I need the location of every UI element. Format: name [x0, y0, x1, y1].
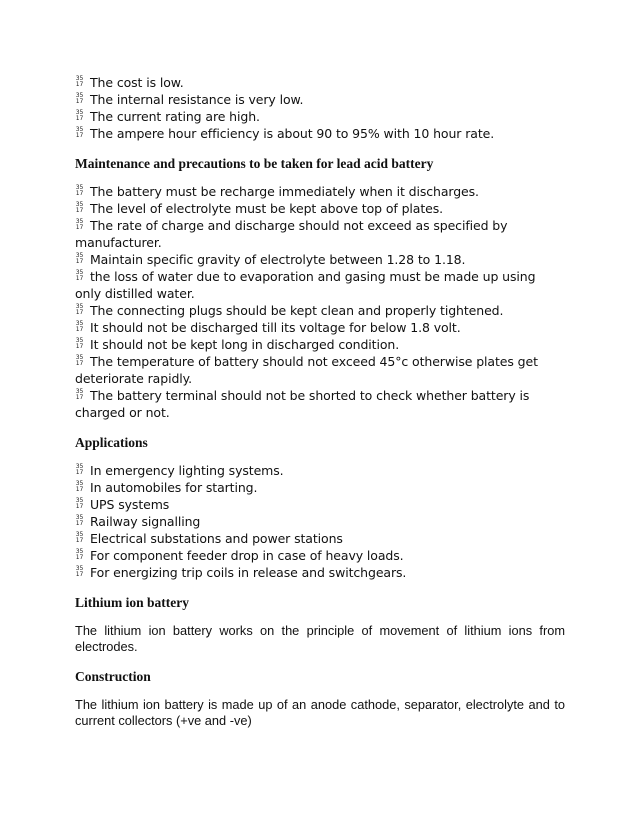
bullet-icon: 35 17 — [75, 126, 84, 139]
list-item-text: The level of electrolyte must be kept above top of plates. — [90, 201, 444, 216]
bullet-icon: 35 17 — [75, 337, 84, 350]
bullet-icon: 35 17 — [75, 269, 84, 282]
maintenance-heading: Maintenance and precautions to be taken for lead acid battery — [75, 156, 434, 171]
bullet-icon: 35 17 — [75, 463, 84, 476]
list-item — [75, 513, 565, 530]
list-item-text: Railway signalling — [90, 514, 201, 529]
bullet-icon: 35 17 — [75, 354, 84, 367]
list-item — [75, 217, 565, 251]
list-item-text: In emergency lighting systems. — [90, 463, 284, 478]
list-item-text: The battery terminal should not be shorted to check whether battery is charged or not. — [75, 388, 530, 420]
list-item-text: It should not be discharged till its voltage for below 1.8 volt. — [90, 320, 461, 335]
bullet-icon: 35 17 — [75, 201, 84, 214]
construction-heading: Construction — [75, 669, 151, 684]
bullet-icon: 35 17 — [75, 320, 84, 333]
bullet-icon: 35 17 — [75, 497, 84, 510]
list-item-text: The internal resistance is very low. — [90, 92, 304, 107]
list-item-text: For component feeder drop in case of heavy loads. — [90, 548, 404, 563]
list-item-text: UPS systems — [90, 497, 170, 512]
list-item-text: The cost is low. — [90, 75, 184, 90]
bullet-icon: 35 17 — [75, 565, 84, 578]
list-item — [75, 564, 565, 581]
list-item — [75, 530, 565, 547]
list-item — [75, 336, 565, 353]
bullet-icon: 35 17 — [75, 514, 84, 527]
list-item-text: The rate of charge and discharge should not exceed as specified by manufacturer. — [75, 218, 508, 250]
list-item — [75, 319, 565, 336]
bullet-icon: 35 17 — [75, 548, 84, 561]
list-item-text: In automobiles for starting. — [90, 480, 258, 495]
bullet-icon: 35 17 — [75, 252, 84, 265]
list-item — [75, 496, 565, 513]
list-item — [75, 353, 565, 387]
page-content — [75, 74, 565, 729]
bullet-icon: 35 17 — [75, 480, 84, 493]
list-item — [75, 251, 565, 268]
list-item — [75, 125, 565, 142]
list-item-text: The connecting plugs should be kept clean and properly tightened. — [90, 303, 504, 318]
bullet-icon: 35 17 — [75, 388, 84, 401]
list-item-text: Maintain specific gravity of electrolyte between 1.28 to 1.18. — [90, 252, 466, 267]
list-item — [75, 387, 565, 421]
list-item — [75, 91, 565, 108]
maintenance-list — [75, 183, 565, 421]
bullet-icon: 35 17 — [75, 109, 84, 122]
list-item-text: The current rating are high. — [90, 109, 260, 124]
bullet-icon: 35 17 — [75, 92, 84, 105]
list-item-text: Electrical substations and power stations — [90, 531, 343, 546]
lithium-heading: Lithium ion battery — [75, 595, 190, 610]
list-item — [75, 302, 565, 319]
list-item-text: The ampere hour efficiency is about 90 to 95% with 10 hour rate. — [90, 126, 495, 141]
list-item-text: For energizing trip coils in release and switchgears. — [90, 565, 407, 580]
list-item-text: The battery must be recharge immediately when it discharges. — [90, 184, 479, 199]
list-item — [75, 268, 565, 302]
applications-list — [75, 462, 565, 581]
applications-heading: Applications — [75, 435, 148, 450]
list-item-text: It should not be kept long in discharged condition. — [90, 337, 400, 352]
list-item — [75, 462, 565, 479]
lithium-paragraph: The lithium ion battery works on the principle of movement of lithium ions from electrodes. — [75, 623, 565, 654]
list-item-text: The temperature of battery should not exceed 45°c otherwise plates get deteriorate rapidly. — [75, 354, 538, 386]
list-item-text: the loss of water due to evaporation and gasing must be made up using only distilled water. — [75, 269, 536, 301]
list-item — [75, 108, 565, 125]
advantages-list — [75, 74, 565, 142]
bullet-icon: 35 17 — [75, 184, 84, 197]
list-item — [75, 479, 565, 496]
list-item — [75, 547, 565, 564]
bullet-icon: 35 17 — [75, 303, 84, 316]
bullet-icon: 35 17 — [75, 531, 84, 544]
bullet-icon: 35 17 — [75, 75, 84, 88]
list-item — [75, 183, 565, 200]
list-item — [75, 74, 565, 91]
list-item — [75, 200, 565, 217]
construction-paragraph: The lithium ion battery is made up of an anode cathode, separator, electrolyte and to current collectors (+ve and -ve) — [75, 697, 565, 728]
bullet-icon: 35 17 — [75, 218, 84, 231]
